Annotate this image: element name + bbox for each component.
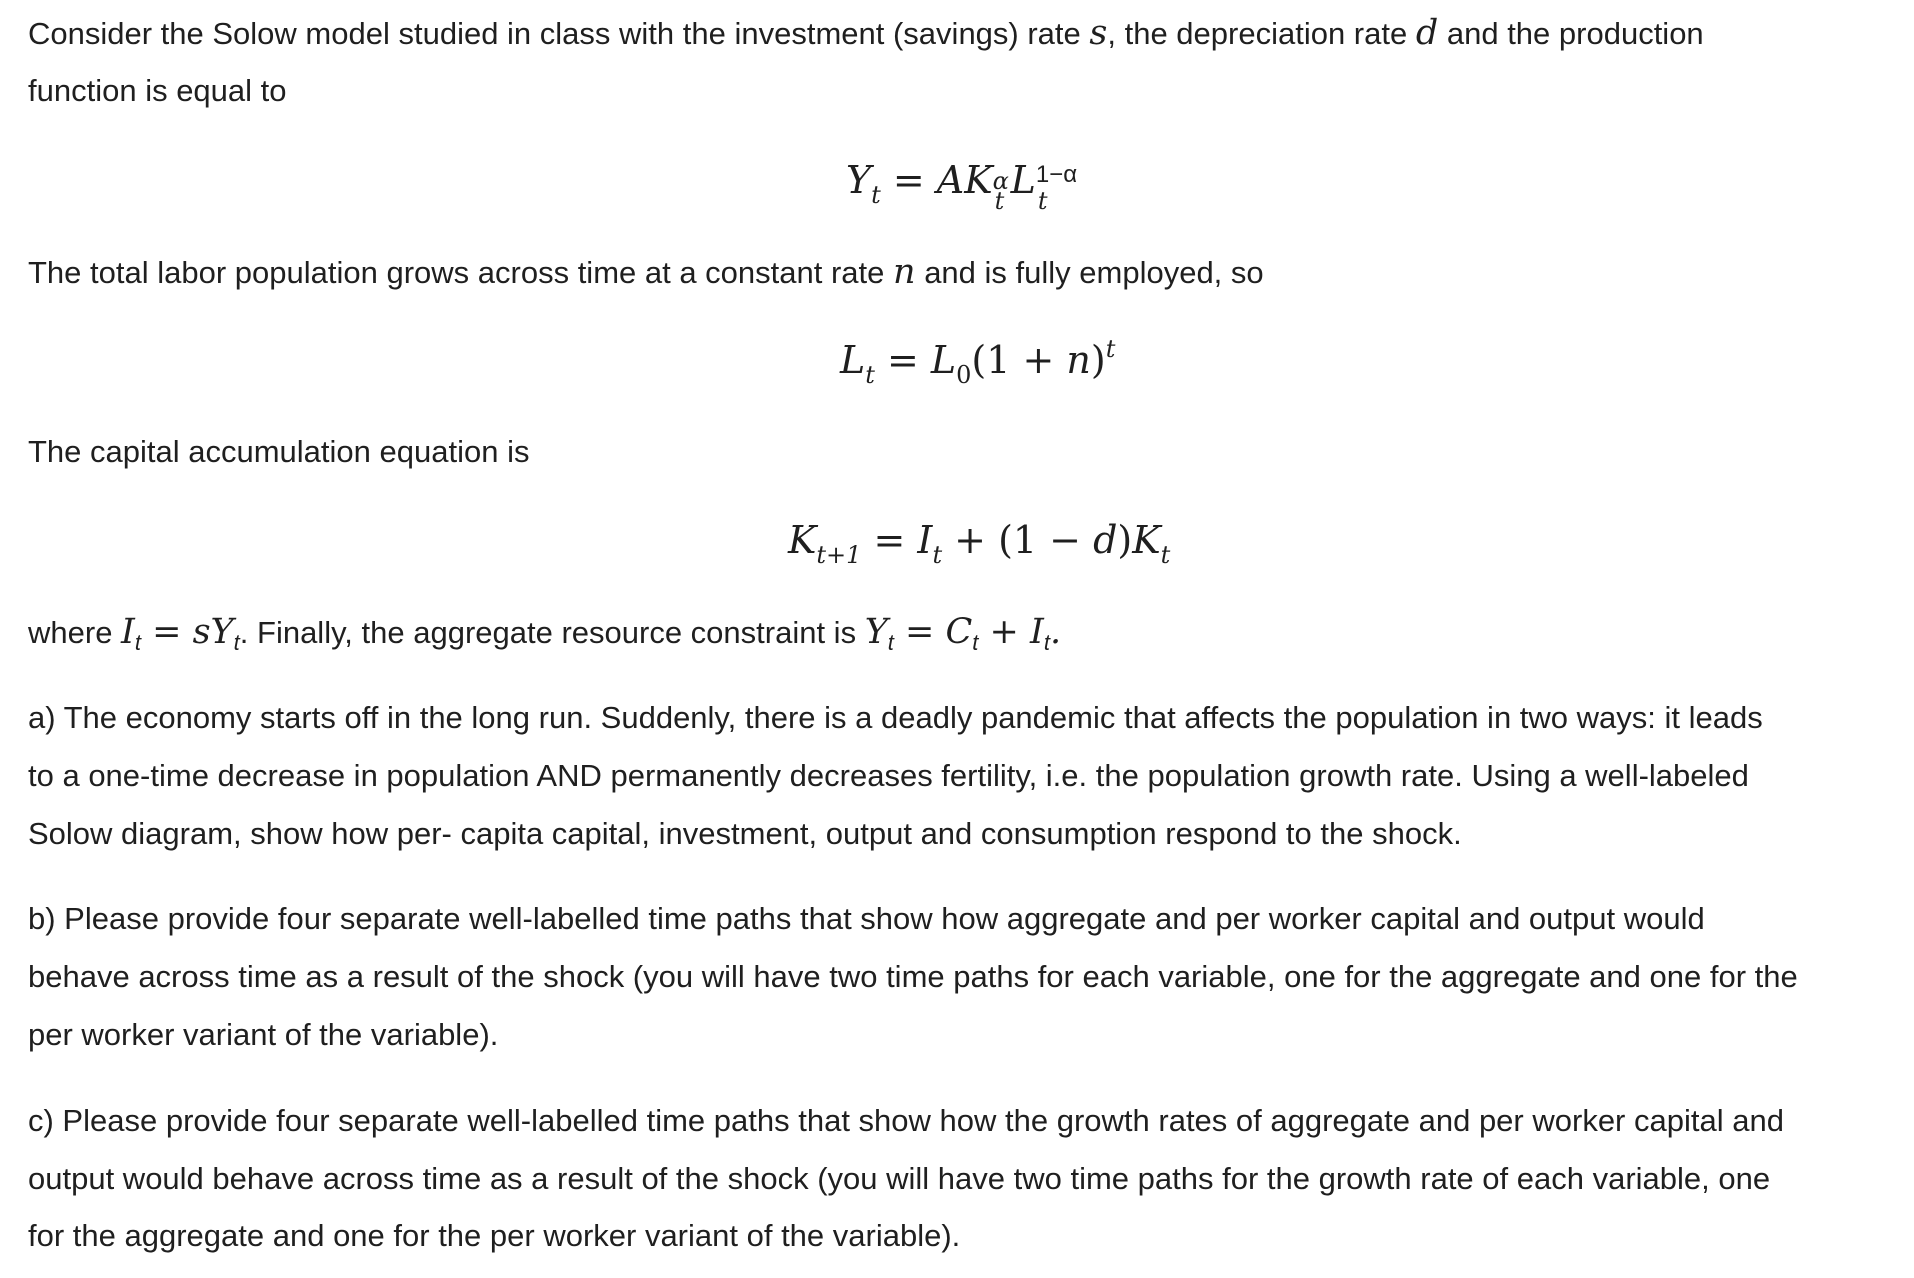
where-s: s — [192, 612, 211, 652]
capital-accumulation-equation — [788, 515, 1170, 570]
where-end: . — [1049, 612, 1062, 652]
where-plus: + — [978, 612, 1030, 652]
eq-close: ) — [1090, 338, 1106, 382]
capital-paragraph: The capital accumulation equation is — [28, 434, 530, 469]
eq-l-scripts — [1035, 160, 1092, 215]
intro-line-1 — [28, 4, 1888, 63]
symbol-s: s — [1089, 13, 1108, 53]
eq-k-sub: t — [994, 186, 1005, 215]
where-y-2: Y — [864, 612, 888, 652]
intro-line-2: function is equal to — [28, 73, 287, 108]
eq-n: n — [1066, 338, 1091, 382]
eq-l0-sub: 0 — [956, 361, 972, 389]
eq-k-next: K — [788, 518, 817, 562]
symbol-n: n — [893, 252, 916, 292]
eq-y: Y — [846, 158, 872, 202]
where-y: Y — [210, 612, 234, 652]
where-text-a: where — [28, 615, 122, 650]
where-i-2: I — [1029, 612, 1044, 652]
eq-k-2: K — [1132, 518, 1161, 562]
eq-equals-2: = — [874, 338, 931, 382]
eq-a: A — [936, 158, 965, 202]
eq-close-2: ) — [1117, 518, 1133, 562]
where-c-sub: t — [972, 630, 979, 655]
where-i-2-sub: t — [1043, 630, 1050, 655]
labor-text-b: and is fully employed, so — [915, 255, 1264, 290]
eq-paren: (1 + — [971, 338, 1067, 382]
eq-y-sub: t — [871, 181, 881, 209]
question-b-line-3: per worker variant of the variable). — [28, 1017, 499, 1052]
where-eq-1: = — [141, 612, 193, 652]
eq-k: K — [964, 158, 993, 202]
labor-growth-equation — [840, 335, 1115, 390]
eq-l-sup: 1−α — [1035, 160, 1078, 188]
question-a-line-3: Solow diagram, show how per- capita capital, investment, output and consumption respond to the shock. — [28, 816, 1462, 851]
symbol-d: d — [1415, 13, 1439, 53]
eq-i-sub: t — [932, 541, 943, 569]
labor-paragraph — [28, 243, 1888, 302]
question-c-line-3: for the aggregate and one for the per worker variant of the variable). — [28, 1218, 961, 1253]
eq-k-scripts — [992, 164, 1011, 215]
eq-k-2-sub: t — [1160, 541, 1171, 569]
where-eq-2: = — [893, 612, 946, 652]
eq-i: I — [917, 518, 933, 562]
where-y-2-sub: t — [887, 630, 894, 655]
eq-l-sub: t — [1037, 186, 1048, 215]
where-i: I — [121, 612, 135, 652]
where-y-sub: t — [233, 630, 240, 655]
where-c: C — [945, 612, 973, 652]
eq-mid: + (1 − — [942, 518, 1094, 562]
question-b-line-1: b) Please provide four separate well-labelled time paths that show how aggregate and per worker capital and output would — [28, 901, 1705, 936]
where-i-sub: t — [134, 630, 141, 655]
question-c-line-1: c) Please provide four separate well-labelled time paths that show how the growth rates of aggregate and per worker capital and — [28, 1103, 1784, 1138]
eq-k-sup: α — [992, 166, 1009, 195]
eq-lt: L — [840, 338, 866, 382]
production-function-equation — [846, 155, 1092, 215]
eq-l0: L — [930, 338, 957, 382]
eq-equals-3: = — [861, 518, 918, 562]
question-a-line-2: to a one-time decrease in population AND permanently decreases fertility, i.e. the population growth rate. Using a well-labeled — [28, 758, 1749, 793]
eq-equals: = — [880, 158, 937, 202]
question-b-line-2: behave across time as a result of the shock (you will have two time paths for each variable, one for the aggregate and one for the — [28, 959, 1798, 994]
where-line — [28, 603, 1888, 665]
eq-d: d — [1093, 518, 1118, 562]
labor-text-a: The total labor population grows across time at a constant rate — [28, 255, 894, 290]
question-c-line-2: output would behave across time as a result of the shock (you will have two time paths for the growth rate of each variable, one — [28, 1161, 1771, 1196]
eq-l: L — [1010, 158, 1036, 202]
intro-text-c: and the production — [1438, 16, 1704, 51]
eq-t-sup: t — [1105, 335, 1116, 363]
intro-text-b: , the depreciation rate — [1107, 16, 1416, 51]
intro-text-a: Consider the Solow model studied in class with the investment (savings) rate — [28, 16, 1090, 51]
where-text-b: . Finally, the aggregate resource constraint is — [239, 615, 865, 650]
eq-lt-sub: t — [865, 361, 875, 389]
question-a-line-1: a) The economy starts off in the long run. Suddenly, there is a deadly pandemic that affects the population in two ways: it leads — [28, 700, 1763, 735]
eq-k-next-sub: t+1 — [816, 541, 862, 569]
